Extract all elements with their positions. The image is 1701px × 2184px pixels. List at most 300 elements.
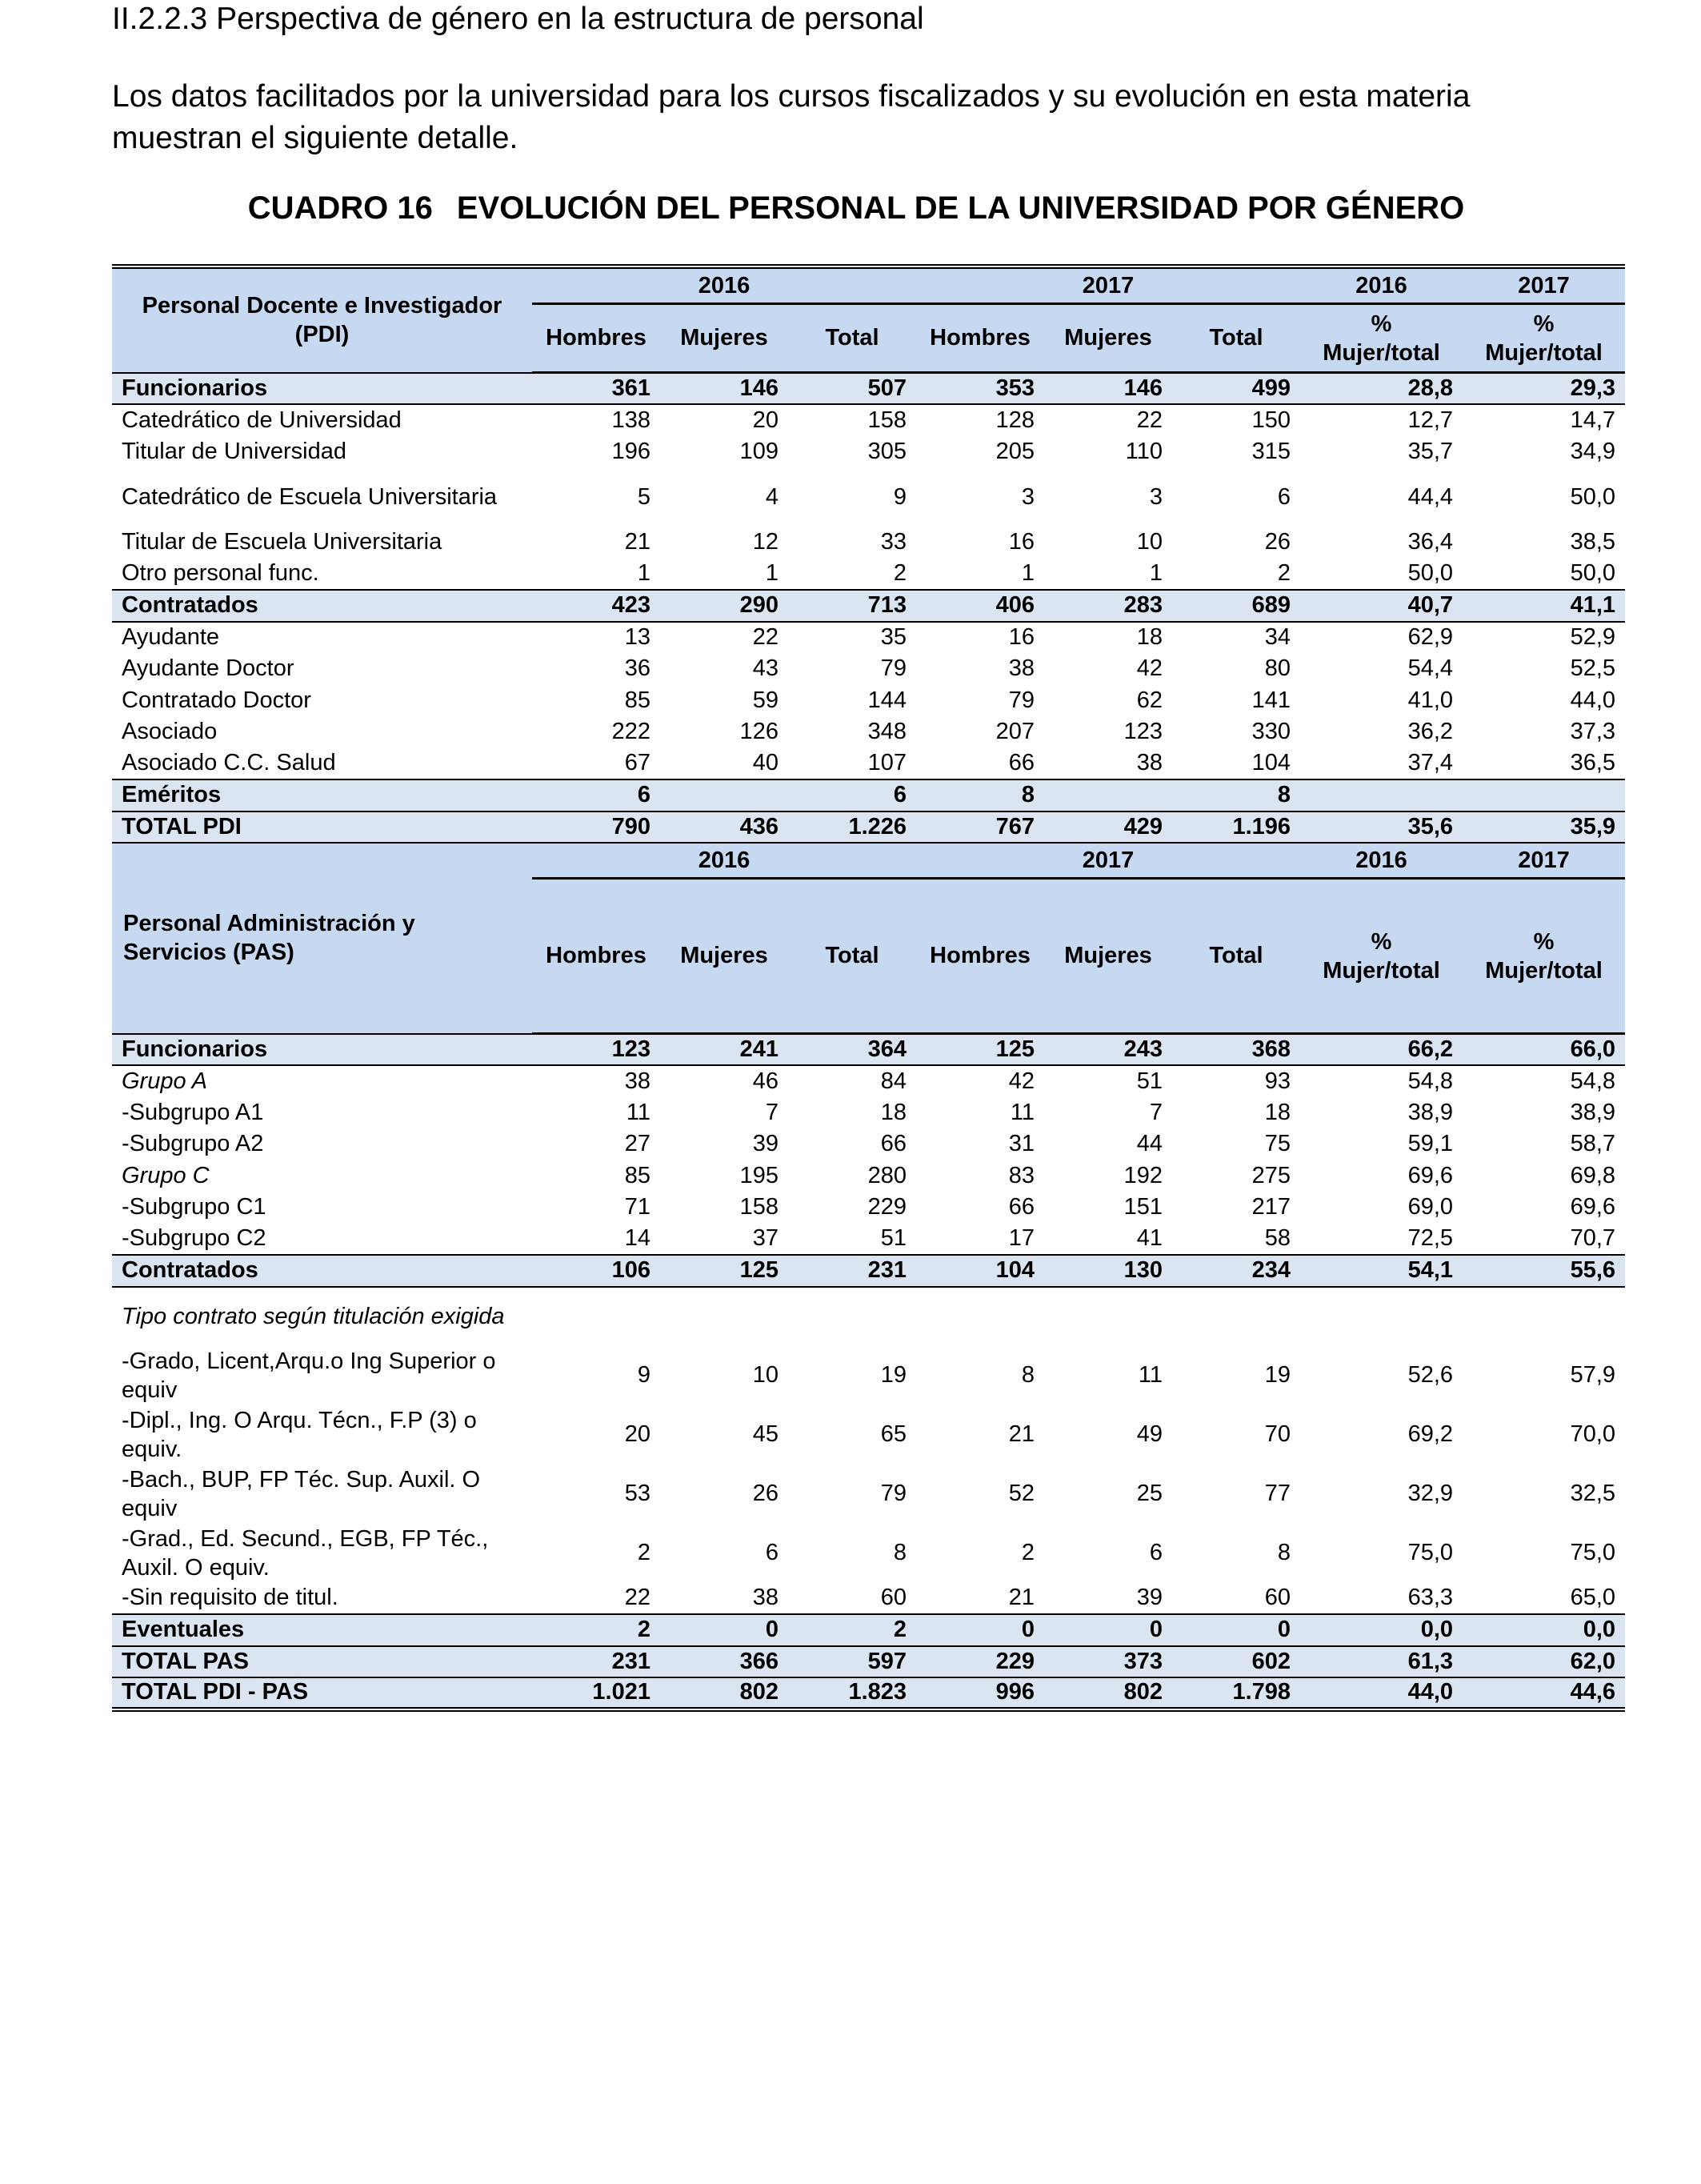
cell-value: 69,6 [1570, 1194, 1616, 1220]
cell-value: 0 [916, 1614, 1044, 1646]
cell-value: 1.021 [532, 1677, 660, 1709]
cell-value: 75 [1264, 1131, 1291, 1157]
cell-value: 499 [1172, 373, 1300, 405]
table-row [112, 404, 1625, 436]
cell-value: 7 [765, 1099, 778, 1125]
row-label: -Subgrupo C1 [122, 1194, 266, 1220]
cell-value: 146 [1044, 373, 1172, 405]
cell-value: 12,7 [1407, 407, 1454, 433]
intro-paragraph: Los datos facilitados por la universidad para los cursos fiscalizados y su evolución en esta materia muestran el siguiente detalle. [112, 79, 1471, 155]
cell-value: 66 [1008, 1194, 1035, 1220]
pas-pct-year-2016: 2016 [1300, 843, 1463, 879]
cell-value: 423 [532, 590, 660, 622]
cell-value: 151 [1123, 1194, 1163, 1220]
cell-value: 54,8 [1407, 1068, 1454, 1094]
cell-value: 104 [1251, 750, 1291, 776]
cell-value: 1.226 [788, 811, 916, 844]
cell-value: 85 [624, 687, 650, 713]
cell-value: 41,0 [1407, 687, 1454, 713]
cell-value: 52,6 [1407, 1362, 1454, 1388]
cell-value [916, 1287, 1044, 1346]
cell-value: 353 [916, 373, 1044, 405]
cell-value: 19 [1264, 1362, 1291, 1388]
cell-value: 406 [916, 590, 1044, 622]
cell-value: 44,0 [1570, 687, 1616, 713]
cell-value: 366 [660, 1646, 788, 1678]
cell-value: 6 [765, 1540, 778, 1565]
cell-value: 58 [1264, 1225, 1291, 1252]
pas-year-2017: 2017 [916, 843, 1300, 879]
cell-value: 275 [1251, 1162, 1291, 1188]
cell-value: 195 [739, 1162, 778, 1188]
cell-value: 8 [893, 1540, 907, 1565]
cell-value: 66 [880, 1131, 907, 1157]
cell-value: 38,5 [1570, 529, 1616, 555]
cell-value: 42 [1136, 655, 1163, 682]
table-row [112, 622, 1625, 654]
cell-value: 60 [880, 1585, 907, 1611]
pas-pct-year-2017: 2017 [1463, 843, 1625, 879]
cell-value: 196 [611, 438, 650, 464]
cell-value: 18 [1136, 624, 1163, 651]
pas-col-header: Hombres [916, 879, 1044, 1034]
cell-value: 1 [637, 560, 650, 587]
cell-value: 0,0 [1300, 1614, 1463, 1646]
table-row [112, 1192, 1625, 1224]
section-row [112, 590, 1625, 622]
cell-value: 55,6 [1463, 1255, 1625, 1287]
cell-value: 33 [880, 529, 907, 555]
pdi-col-header: Total [1172, 304, 1300, 373]
cell-value: 2 [532, 1614, 660, 1646]
row-label: Tipo contrato según titulación exigida [122, 1304, 505, 1329]
cell-value: 10 [752, 1362, 778, 1388]
cell-value: 66 [1008, 750, 1035, 776]
cell-value: 37 [752, 1225, 778, 1252]
table-row [112, 1287, 1625, 1346]
cell-value: 69,0 [1407, 1194, 1454, 1220]
cell-value: 0,0 [1463, 1614, 1625, 1646]
cell-value: 65 [880, 1421, 907, 1447]
cell-value: 368 [1172, 1034, 1300, 1066]
cell-value [1044, 1287, 1172, 1346]
section-row [112, 373, 1625, 405]
section-heading: II.2.2.3 Perspectiva de género en la estructura de personal [112, 2, 924, 36]
pas-year-2016: 2016 [532, 843, 916, 879]
cell-value: 713 [788, 590, 916, 622]
section-row [112, 1255, 1625, 1287]
table-row [112, 748, 1625, 780]
cell-value: 507 [788, 373, 916, 405]
pdi-year-2017: 2017 [916, 266, 1300, 304]
row-label: Catedrático de Escuela Universitaria [122, 484, 498, 510]
table-row [112, 467, 1625, 527]
cell-value: 38 [624, 1068, 650, 1094]
pdi-pct-year-2016: 2016 [1300, 266, 1463, 304]
cell-value: 58,7 [1570, 1131, 1616, 1157]
cell-value: 38 [1136, 750, 1163, 776]
cell-value: 62 [1136, 687, 1163, 713]
cell-value: 21 [1008, 1585, 1035, 1611]
table-row [112, 527, 1625, 559]
pdi-col-header: % Mujer/total [1463, 304, 1625, 373]
cell-value: 429 [1044, 811, 1172, 844]
cell-value: 21 [1008, 1421, 1035, 1447]
cell-value: 84 [880, 1068, 907, 1094]
cell-value: 14 [624, 1225, 650, 1252]
cell-value: 361 [532, 373, 660, 405]
cell-value: 9 [637, 1362, 650, 1388]
cell-value: 79 [880, 655, 907, 682]
cell-value: 85 [624, 1162, 650, 1188]
cell-value: 52,5 [1570, 655, 1616, 682]
cell-value: 43 [752, 655, 778, 682]
cell-value: 146 [660, 373, 788, 405]
section-row [112, 1034, 1625, 1066]
cell-value: 60 [1264, 1585, 1291, 1611]
table-row [112, 653, 1625, 685]
cell-value: 283 [1044, 590, 1172, 622]
cell-value: 54,8 [1570, 1068, 1616, 1094]
table-row [112, 1346, 1625, 1405]
pdi-pct-year-2017: 2017 [1463, 266, 1625, 304]
cell-value: 7 [1149, 1099, 1163, 1125]
cell-value: 767 [916, 811, 1044, 844]
cell-value: 41 [1136, 1225, 1163, 1252]
cell-value: 65,0 [1570, 1585, 1616, 1611]
cell-value: 71 [624, 1194, 650, 1220]
row-label: -Grad., Ed. Secund., EGB, FP Téc., Auxil. O equiv. [122, 1525, 489, 1581]
row-label: -Dipl., Ing. O Arqu. Técn., F.P (3) o equiv. [122, 1407, 477, 1462]
cell-value: 11 [626, 1099, 650, 1125]
cell-value: 141 [1251, 687, 1291, 713]
row-label: -Sin requisito de titul. [122, 1585, 338, 1611]
row-label: Grupo C [122, 1162, 210, 1188]
cell-value: 123 [532, 1034, 660, 1066]
cell-value: 37,4 [1407, 750, 1454, 776]
table-row [112, 436, 1625, 468]
cell-value: 348 [867, 719, 907, 745]
pdi-year-header-row [112, 266, 1625, 304]
cell-value: 36,2 [1407, 719, 1454, 745]
cell-value: 70 [1264, 1421, 1291, 1447]
cell-value: 138 [611, 407, 650, 433]
section-row [112, 1614, 1625, 1646]
row-label: Ayudante [122, 624, 220, 651]
table-row [112, 1065, 1625, 1097]
cell-value [660, 1287, 788, 1346]
cell-value: 36 [624, 655, 650, 682]
cell-value: 280 [867, 1162, 907, 1188]
table-row [112, 1524, 1625, 1583]
cell-value: 602 [1172, 1646, 1300, 1678]
cell-value: 158 [867, 407, 907, 433]
cell-value: 1 [1021, 560, 1035, 587]
cell-value: 16 [1008, 529, 1035, 555]
cell-value: 234 [1172, 1255, 1300, 1287]
cell-value: 50,0 [1570, 483, 1616, 510]
row-label: Funcionarios [112, 1034, 532, 1066]
cell-value: 5 [637, 483, 650, 510]
cell-value [1463, 779, 1625, 811]
cell-value: 158 [739, 1194, 778, 1220]
cell-value [1300, 1287, 1463, 1346]
table-title: EVOLUCIÓN DEL PERSONAL DE LA UNIVERSIDAD POR GÉNERO [456, 190, 1465, 226]
table-number: CUADRO 16 [247, 190, 433, 226]
total-row [112, 1677, 1625, 1709]
cell-value: 22 [752, 624, 778, 651]
cell-value: 144 [867, 687, 907, 713]
cell-value: 59,1 [1407, 1131, 1454, 1157]
cell-value: 125 [660, 1255, 788, 1287]
pas-col-header: Total [788, 879, 916, 1034]
cell-value: 104 [916, 1255, 1044, 1287]
cell-value: 290 [660, 590, 788, 622]
row-label: -Subgrupo A2 [122, 1131, 264, 1157]
cell-value: 8 [916, 779, 1044, 811]
cell-value: 2 [1021, 1540, 1035, 1565]
cell-value: 21 [624, 529, 650, 555]
pas-header-label: Personal Administración y Servicios (PAS) [123, 911, 415, 966]
pas-col-header: Mujeres [1044, 879, 1172, 1034]
row-label: Titular de Universidad [122, 438, 346, 464]
cell-value: 26 [752, 1481, 778, 1506]
cell-value: 802 [660, 1677, 788, 1709]
cell-value: 364 [788, 1034, 916, 1066]
cell-value: 2 [893, 560, 907, 587]
row-label: Titular de Escuela Universitaria [122, 529, 442, 555]
cell-value: 80 [1264, 655, 1291, 682]
row-label: Ayudante Doctor [122, 655, 294, 682]
cell-value: 35,6 [1300, 811, 1463, 844]
cell-value: 4 [765, 483, 778, 510]
cell-value: 1 [1149, 560, 1163, 587]
cell-value: 12 [752, 529, 778, 555]
cell-value: 8 [1172, 779, 1300, 811]
cell-value: 62,9 [1407, 624, 1454, 651]
cell-value: 0 [660, 1614, 788, 1646]
cell-value: 46 [752, 1068, 778, 1094]
pas-col-header: Total [1172, 879, 1300, 1034]
cell-value: 36,5 [1570, 750, 1616, 776]
cell-value: 0 [1172, 1614, 1300, 1646]
cell-value: 315 [1251, 438, 1291, 464]
cell-value: 11 [1010, 1099, 1035, 1125]
cell-value [1300, 779, 1463, 811]
cell-value: 75,0 [1570, 1540, 1616, 1565]
row-label: Otro personal func. [122, 560, 319, 587]
cell-value: 29,3 [1463, 373, 1625, 405]
table-row [112, 685, 1625, 717]
row-label: TOTAL PAS [112, 1646, 532, 1678]
row-label: Funcionarios [112, 373, 532, 405]
cell-value: 109 [739, 438, 778, 464]
cell-value: 3 [1021, 483, 1035, 510]
cell-value: 54,4 [1407, 655, 1454, 682]
cell-value: 45 [752, 1421, 778, 1447]
cell-value: 38 [752, 1585, 778, 1611]
cell-value: 22 [624, 1585, 650, 1611]
row-label: -Subgrupo A1 [122, 1099, 264, 1125]
cell-value: 205 [995, 438, 1035, 464]
cell-value: 20 [752, 407, 778, 433]
cell-value: 79 [880, 1481, 907, 1506]
cell-value: 27 [624, 1131, 650, 1157]
row-label: Contratado Doctor [122, 687, 311, 713]
row-label: TOTAL PDI [112, 811, 532, 844]
cell-value: 34 [1264, 624, 1291, 651]
cell-value: 22 [1136, 407, 1163, 433]
cell-value: 40 [752, 750, 778, 776]
table-caption [112, 190, 1600, 226]
cell-value: 44,6 [1463, 1677, 1625, 1709]
row-label: -Grado, Licent,Arqu.o Ing Superior o equiv [122, 1348, 496, 1403]
cell-value: 49 [1136, 1421, 1163, 1447]
cell-value: 39 [752, 1131, 778, 1157]
cell-value: 126 [739, 719, 778, 745]
pdi-col-header: Mujeres [660, 304, 788, 373]
row-label: Catedrático de Universidad [122, 407, 402, 433]
pas-col-header: % Mujer/total [1463, 879, 1625, 1034]
cell-value: 222 [611, 719, 650, 745]
cell-value: 70,7 [1570, 1225, 1616, 1252]
cell-value: 75,0 [1407, 1540, 1454, 1565]
pdi-year-2016: 2016 [532, 266, 916, 304]
cell-value: 52,9 [1570, 624, 1616, 651]
cell-value: 26 [1264, 529, 1291, 555]
cell-value: 36,4 [1407, 529, 1454, 555]
cell-value: 8 [1021, 1362, 1035, 1388]
table-row [112, 1160, 1625, 1192]
pdi-col-header: Total [788, 304, 916, 373]
table-row [112, 1465, 1625, 1524]
cell-value: 9 [893, 483, 907, 510]
cell-value: 66,0 [1463, 1034, 1625, 1066]
cell-value: 50,0 [1407, 560, 1454, 587]
cell-value: 66,2 [1300, 1034, 1463, 1066]
row-label: -Bach., BUP, FP Téc. Sup. Auxil. O equiv [122, 1466, 481, 1521]
cell-value: 1.196 [1172, 811, 1300, 844]
cell-value: 207 [995, 719, 1035, 745]
cell-value: 231 [788, 1255, 916, 1287]
cell-value: 6 [788, 779, 916, 811]
cell-value: 59 [752, 687, 778, 713]
cell-value: 35 [880, 624, 907, 651]
cell-value: 6 [532, 779, 660, 811]
row-label: Contratados [112, 1255, 532, 1287]
cell-value: 8 [1277, 1540, 1291, 1565]
cell-value: 35,7 [1407, 438, 1454, 464]
cell-value: 229 [867, 1194, 907, 1220]
table-row [112, 1128, 1625, 1160]
row-label: Eméritos [112, 779, 532, 811]
personnel-gender-table [112, 264, 1625, 1712]
cell-value [660, 779, 788, 811]
pdi-header-label: Personal Docente e Investigador (PDI) [112, 266, 532, 373]
cell-value [1044, 779, 1172, 811]
cell-value: 62,0 [1463, 1646, 1625, 1678]
cell-value: 38,9 [1407, 1099, 1454, 1125]
cell-value: 37,3 [1570, 719, 1616, 745]
pdi-col-header: Mujeres [1044, 304, 1172, 373]
cell-value: 50,0 [1570, 560, 1616, 587]
cell-value: 13 [624, 624, 650, 651]
cell-value: 11 [1138, 1362, 1163, 1388]
cell-value: 52 [1008, 1481, 1035, 1506]
cell-value [1172, 1287, 1300, 1346]
cell-value: 0 [1044, 1614, 1172, 1646]
total-row [112, 811, 1625, 844]
cell-value: 70,0 [1570, 1421, 1616, 1447]
cell-value: 44,0 [1300, 1677, 1463, 1709]
cell-value: 69,6 [1407, 1162, 1454, 1188]
table-row [112, 1405, 1625, 1465]
cell-value: 54,1 [1300, 1255, 1463, 1287]
cell-value: 28,8 [1300, 373, 1463, 405]
cell-value: 72,5 [1407, 1225, 1454, 1252]
table-row [112, 1224, 1625, 1256]
cell-value: 305 [867, 438, 907, 464]
row-label: Grupo A [122, 1068, 207, 1094]
cell-value: 330 [1251, 719, 1291, 745]
cell-value: 229 [916, 1646, 1044, 1678]
cell-value: 69,2 [1407, 1421, 1454, 1447]
pas-col-header: % Mujer/total [1300, 879, 1463, 1034]
cell-value: 51 [880, 1225, 907, 1252]
pas-col-header: Mujeres [660, 879, 788, 1034]
section-row [112, 779, 1625, 811]
cell-value [1463, 1287, 1625, 1346]
cell-value: 17 [1008, 1225, 1035, 1252]
cell-value: 40,7 [1300, 590, 1463, 622]
cell-value: 93 [1264, 1068, 1291, 1094]
cell-value: 130 [1044, 1255, 1172, 1287]
cell-value: 79 [1008, 687, 1035, 713]
cell-value: 38 [1008, 655, 1035, 682]
cell-value: 2 [1277, 560, 1291, 587]
cell-value: 125 [916, 1034, 1044, 1066]
row-label: Contratados [112, 590, 532, 622]
cell-value: 123 [1123, 719, 1163, 745]
cell-value: 61,3 [1300, 1646, 1463, 1678]
cell-value: 107 [867, 750, 907, 776]
cell-value: 243 [1044, 1034, 1172, 1066]
cell-value: 32,9 [1407, 1481, 1454, 1506]
cell-value: 1 [765, 560, 778, 587]
cell-value: 436 [660, 811, 788, 844]
cell-value: 2 [788, 1614, 916, 1646]
cell-value: 231 [532, 1646, 660, 1678]
cell-value [532, 1287, 660, 1346]
cell-value: 39 [1136, 1585, 1163, 1611]
pdi-col-header: % Mujer/total [1300, 304, 1463, 373]
cell-value: 38,9 [1570, 1099, 1616, 1125]
row-label: Asociado C.C. Salud [122, 750, 336, 776]
cell-value: 69,8 [1570, 1162, 1616, 1188]
cell-value: 83 [1008, 1162, 1035, 1188]
cell-value: 689 [1172, 590, 1300, 622]
cell-value [788, 1287, 916, 1346]
cell-value: 32,5 [1570, 1481, 1616, 1506]
cell-value: 14,7 [1570, 407, 1616, 433]
cell-value: 106 [532, 1255, 660, 1287]
table-row [112, 559, 1625, 591]
cell-value: 1.798 [1172, 1677, 1300, 1709]
cell-value: 802 [1044, 1677, 1172, 1709]
row-label: -Subgrupo C2 [122, 1225, 266, 1252]
cell-value: 241 [660, 1034, 788, 1066]
cell-value: 20 [624, 1421, 650, 1447]
